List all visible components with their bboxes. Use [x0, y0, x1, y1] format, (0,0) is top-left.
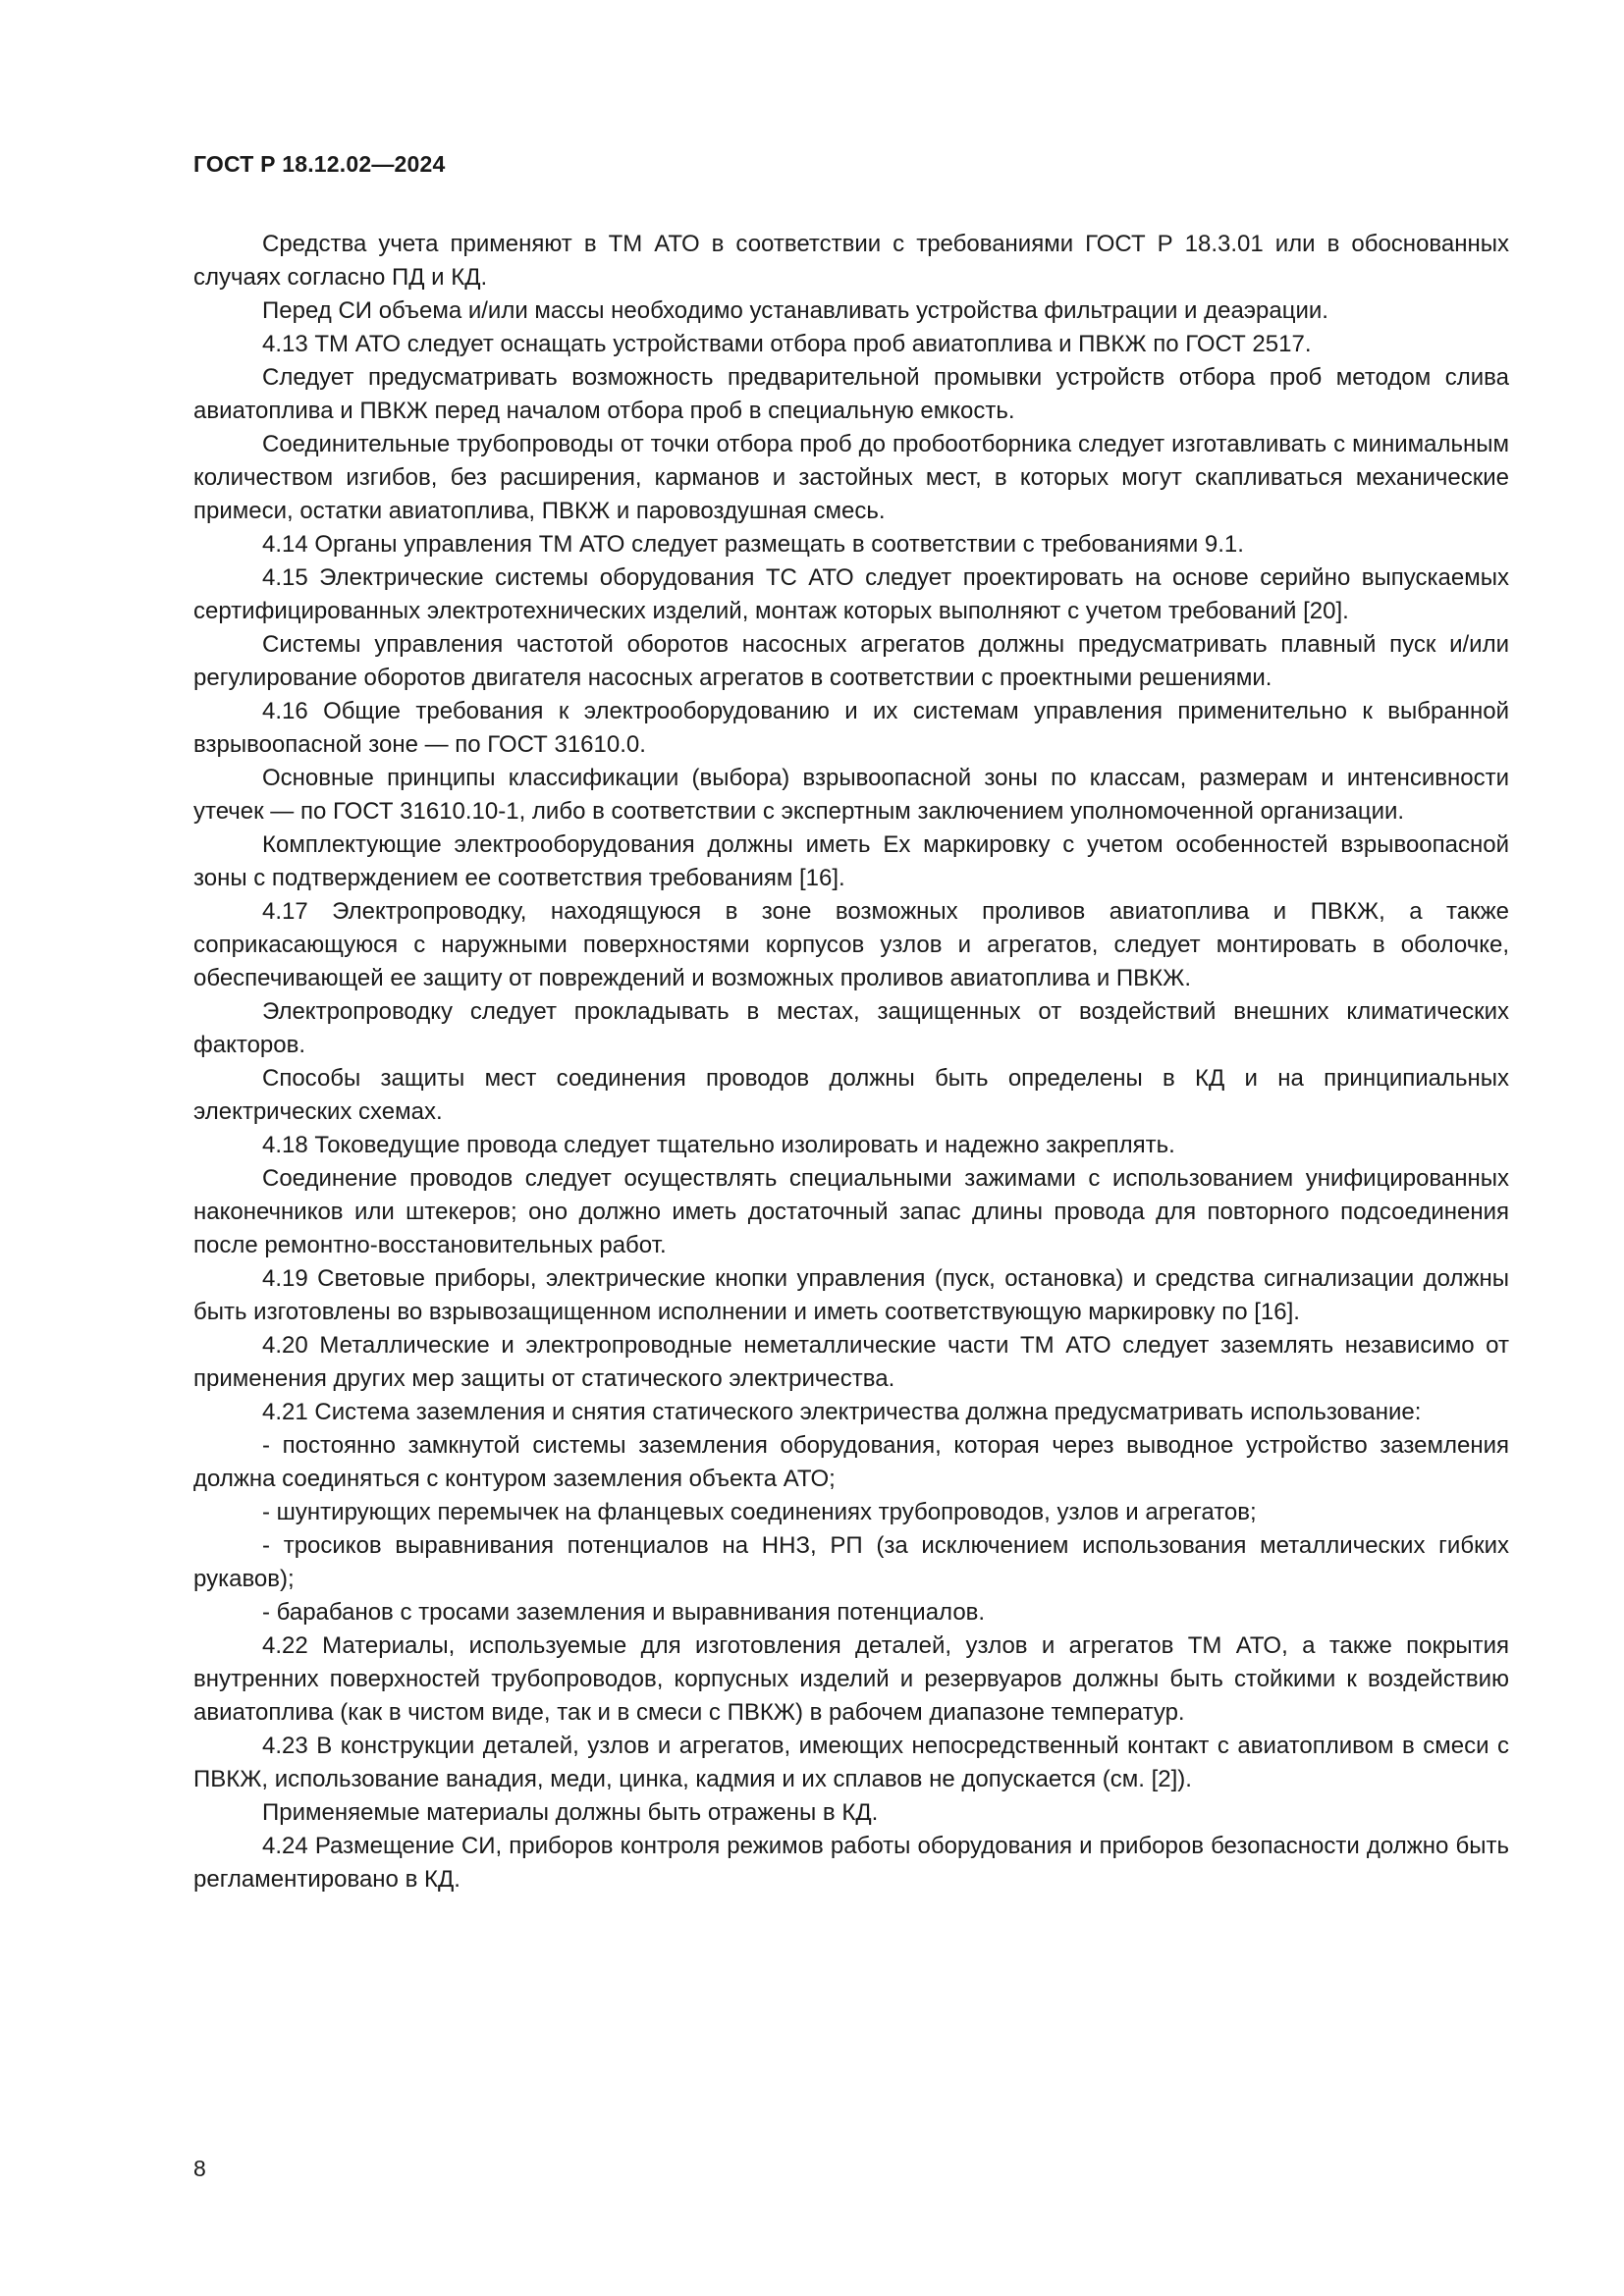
body-text [193, 228, 1509, 1896]
paragraph: Основные принципы классификации (выбора) взрывоопасной зоны по классам, размерам и интенсивности утечек — по ГОСТ 31610.10-1, либо в соответствии с экспертным заключением уполномоченной организации. [193, 765, 1509, 825]
paragraph: Системы управления частотой оборотов насосных агрегатов должны предусматривать плавный пуск и/или регулирование оборотов двигателя насосных агрегатов в соответствии с проектными решениями. [193, 631, 1509, 691]
paragraph: Способы защиты мест соединения проводов должны быть определены в КД и на принципиальных электрических схемах. [193, 1065, 1509, 1125]
paragraph: Соединительные трубопроводы от точки отбора проб до пробоотборника следует изготавливать с минимальным количеством изгибов, без расширения, карманов и застойных мест, в которых могут скапливаться механические примеси, остатки авиатоплива, ПВКЖ и паровоздушная смесь. [193, 431, 1509, 524]
list-item: - тросиков выравнивания потенциалов на ННЗ, РП (за исключением использования металлических гибких рукавов); [193, 1532, 1509, 1592]
document-header: ГОСТ Р 18.12.02—2024 [193, 151, 446, 177]
paragraph: 4.23 В конструкции деталей, узлов и агрегатов, имеющих непосредственный контакт с авиатопливом в смеси с ПВКЖ, использование ванадия, меди, цинка, кадмия и их сплавов не допускается (см. [2]). [193, 1733, 1509, 1792]
paragraph: 4.18 Токоведущие провода следует тщательно изолировать и надежно закреплять. [262, 1132, 1175, 1158]
paragraph: Перед СИ объема и/или массы необходимо устанавливать устройства фильтрации и деаэрации. [262, 297, 1328, 324]
list-item: - постоянно замкнутой системы заземления оборудования, которая через выводное устройство заземления должна соединяться с контуром заземления объекта АТО; [193, 1432, 1509, 1492]
list-item: - шунтирующих перемычек на фланцевых соединениях трубопроводов, узлов и агрегатов; [262, 1499, 1257, 1525]
paragraph: 4.17 Электропроводку, находящуюся в зоне возможных проливов авиатоплива и ПВКЖ, а также соприкасающуюся с наружными поверхностями корпусов узлов и агрегатов, следует монтировать в оболочке, обеспечивающей ее защиту от повреждений и возможных проливов авиатоплива и ПВКЖ. [193, 898, 1509, 991]
paragraph: 4.21 Система заземления и снятия статического электричества должна предусматривать использование: [262, 1399, 1422, 1425]
paragraph: Комплектующие электрооборудования должны иметь Ex маркировку с учетом особенностей взрывоопасной зоны с подтверждением ее соответствия требованиям [16]. [193, 831, 1509, 891]
paragraph: 4.19 Световые приборы, электрические кнопки управления (пуск, остановка) и средства сигнализации должны быть изготовлены во взрывозащищенном исполнении и иметь соответствующую маркировку по [16]. [193, 1265, 1509, 1325]
list-item: - барабанов с тросами заземления и выравнивания потенциалов. [262, 1599, 986, 1626]
paragraph: 4.13 ТМ АТО следует оснащать устройствами отбора проб авиатоплива и ПВКЖ по ГОСТ 2517. [262, 331, 1312, 357]
paragraph: Применяемые материалы должны быть отражены в КД. [262, 1799, 879, 1826]
paragraph: Электропроводку следует прокладывать в местах, защищенных от воздействий внешних климатических факторов. [193, 998, 1509, 1058]
page-number: 8 [193, 2156, 206, 2181]
paragraph: 4.14 Органы управления ТМ АТО следует размещать в соответствии с требованиями 9.1. [262, 531, 1244, 558]
paragraph: Соединение проводов следует осуществлять специальными зажимами с использованием унифицированных наконечников или штекеров; оно должно иметь достаточный запас длины провода для повторного подсоединения после ремонтно-восстановительных работ. [193, 1165, 1509, 1258]
paragraph: Следует предусматривать возможность предварительной промывки устройств отбора проб методом слива авиатоплива и ПВКЖ перед началом отбора проб в специальную емкость. [193, 364, 1509, 424]
paragraph: 4.20 Металлические и электропроводные неметаллические части ТМ АТО следует заземлять независимо от применения других мер защиты от статического электричества. [193, 1332, 1509, 1392]
paragraph: 4.24 Размещение СИ, приборов контроля режимов работы оборудования и приборов безопасности должно быть регламентировано в КД. [193, 1833, 1509, 1893]
paragraph: Средства учета применяют в ТМ АТО в соответствии с требованиями ГОСТ Р 18.3.01 или в обоснованных случаях согласно ПД и КД. [193, 231, 1509, 291]
paragraph: 4.22 Материалы, используемые для изготовления деталей, узлов и агрегатов ТМ АТО, а также покрытия внутренних поверхностей трубопроводов, корпусных изделий и резервуаров должны быть стойкими к воздействию авиатоплива (как в чистом виде, так и в смеси с ПВКЖ) в рабочем диапазоне температур. [193, 1632, 1509, 1726]
paragraph: 4.16 Общие требования к электрооборудованию и их системам управления применительно к выбранной взрывоопасной зоне — по ГОСТ 31610.0. [193, 698, 1509, 758]
paragraph: 4.15 Электрические системы оборудования ТС АТО следует проектировать на основе серийно выпускаемых сертифицированных электротехнических изделий, монтаж которых выполняют с учетом требований [20]. [193, 564, 1509, 624]
